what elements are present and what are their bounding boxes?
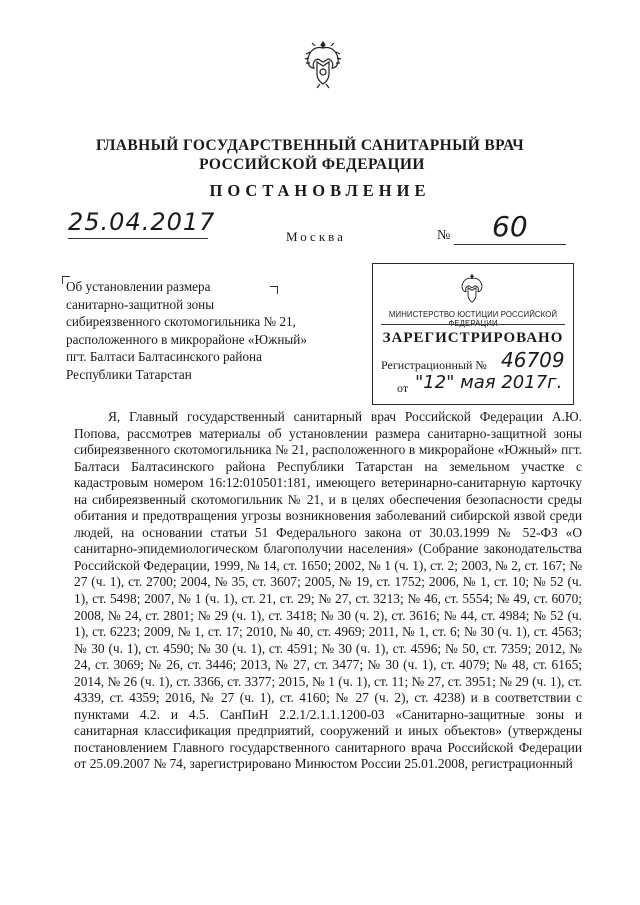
registration-stamp (372, 263, 574, 405)
subject-line: сибиреязвенного скотомогильника № 21, (66, 314, 296, 329)
stamp-reg-number: 46709 (501, 348, 565, 372)
stamp-registered-label: ЗАРЕГИСТРИРОВАНО (382, 330, 564, 346)
issuer-title-line2: РОССИЙСКОЙ ФЕДЕРАЦИИ (199, 156, 425, 173)
subject-block (66, 278, 366, 383)
subject-line: Об установлении размера (66, 279, 211, 294)
subject-line: Республики Татарстан (66, 366, 192, 382)
stamp-divider (381, 324, 565, 325)
decree-body (74, 409, 582, 773)
date-underline (68, 238, 208, 239)
subject-line: пгт. Балтаси Балтасинского района (66, 349, 262, 364)
document-type-title: ПОСТАНОВЛЕНИЕ (209, 181, 431, 200)
stamp-date-prefix: от (397, 381, 409, 395)
stamp-ministry-name: МИНИСТЕРСТВО ЮСТИЦИИ РОССИЙСКОЙ ФЕДЕРАЦИИ (388, 310, 558, 328)
handwritten-number: 60 (492, 210, 528, 243)
stamp-handwritten-date: "12" мая 2017г. (415, 372, 563, 393)
body-paragraph: Я, Главный государственный санитарный врач Российской Федерации А.Ю. Попова, рассмотрев материалы об установлении размера санитарно-защитной зоны сибиреязвенного скотомогильника № 21, расположенного в микрорайоне «Южный» пгт. Балтаси Балтасинского района Республики Татарстан на земельном участке с кадастровым номером 16:12:010501:181, имеющего ветеринарно-санитарную карточку на сибиреязвенный скотомогильник № 21, и в целях обеспечения безопасности среды обитания и предотвращения угрозы возникновения заболеваний сибирской язвой среди людей, на основании статьи 51 Федерального закона от 30.03.1999 № 52-ФЗ «О санитарно-эпидемиологическом благополучии населения» (Собрание законодательства Российской Федерации, 1999, № 14, ст. 1650; 2002, № 1 (ч. 1), ст. 2; 2003, № 2, ст. 167; № 27 (ч. 1), ст. 2700; 2004, № 35, ст. 3607; 2005, № 19, ст. 1752; 2006, № 1, ст. 10; № 52 (ч. 1), ст. 5498; 2007, № 1 (ч. 1), ст. 21, ст. 29; № 27, ст. 3213; № 46, ст. 5554; № 49, ст. 6070; 2008, № 24, ст. 2801; № 29 (ч. 1), ст. 3418; № 30 (ч. 2), ст. 3616; № 44, ст. 4984; № 52 (ч. 1), ст. 6223; 2009, № 1, ст. 17; 2010, № 40, ст. 4969; 2011, № 1, ст. 6; № 30 (ч. 1), ст. 4563; № 30 (ч. 1), ст. 4590; № 30 (ч. 1), ст. 4591; № 30 (ч. 1), ст. 4596; № 50, ст. 7359; 2012, № 24, ст. 3069; № 26, ст. 3446; 2013, № 27, ст. 3477; № 30 (ч. 1), ст. 4079; № 48, ст. 6165; 2014, № 26 (ч. 1), ст. 3366, ст. 3377; 2015, № 1 (ч. 1), ст. 11; № 27, ст. 3951; № 29 (ч. 1), ст. 4339, ст. 4359; 2016, № 27 (ч. 1), ст. 4160; № 27 (ч. 2), ст. 4238) и в соответствии с пунктами 4.2. и 4.5. СанПиН 2.2.1/2.1.1.1200-03 «Санитарно-защитные зоны и санитарная классификация предприятий, сооружений и иных объектов» (утверждены постановлением Главного государственного санитарного врача Российской Федерации от 25.09.2007 № 74, зарегистрировано Минюстом России 25.01.2008, регистрационный (74, 409, 582, 772)
coat-of-arms-emblem (302, 38, 344, 90)
number-underline (454, 244, 566, 245)
handwritten-date: 25.04.2017 (68, 208, 216, 236)
stamp-emblem-icon (457, 272, 487, 306)
subject-line: расположенного в микрорайоне «Южный» (66, 331, 307, 347)
stamp-reg-number-label: Регистрационный № (381, 358, 487, 372)
subject-line: санитарно-защитной зоны (66, 296, 215, 312)
number-label: № (437, 228, 451, 243)
city-label: Москва (286, 229, 346, 244)
issuer-title-line1: ГЛАВНЫЙ ГОСУДАРСТВЕННЫЙ САНИТАРНЫЙ ВРАЧ (95, 137, 525, 154)
